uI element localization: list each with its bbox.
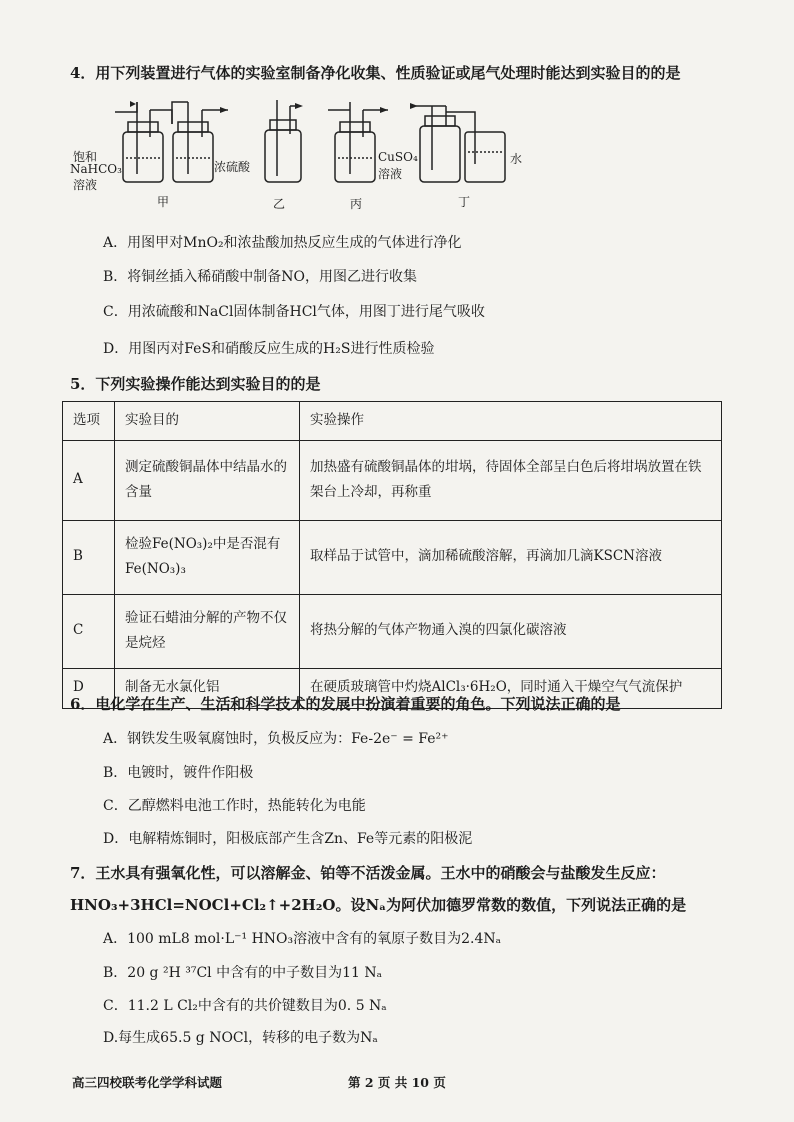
q4-option-a: A．用图甲对MnO₂和浓盐酸加热反应生成的气体进行净化 <box>103 235 462 251</box>
q7-option-b: B．20 g ²H ³⁷Cl 中含有的中子数目为11 Nₐ <box>103 965 383 981</box>
row-option: B <box>63 520 115 594</box>
apparatus-name-bing: 丙 <box>350 197 363 211</box>
apparatus-name-jia: 甲 <box>157 195 170 209</box>
ding-label: 水 <box>510 152 523 166</box>
jia-bottle-1 <box>115 102 172 182</box>
table-header-row <box>63 402 722 441</box>
row-operation: 将热分解的气体产物通入溴的四氯化碳溶液 <box>300 594 722 668</box>
jia-right-label: 浓硫酸 <box>214 160 251 174</box>
q7-option-a: A．100 mL8 mol·L⁻¹ HNO₃溶液中含有的氧原子数目为2.4Nₐ <box>103 931 502 947</box>
jia-left-label-1: 饱和 <box>73 150 98 164</box>
jia-left-label-3: 溶液 <box>73 178 98 192</box>
row-option: A <box>63 440 115 520</box>
footer-exam-title: 高三四校联考化学学科试题 <box>72 1075 223 1090</box>
q5-stem: 5．下列实验操作能达到实验目的的是 <box>70 375 321 393</box>
yi-bottle <box>265 100 301 182</box>
table-row <box>63 594 722 668</box>
row-operation: 加热盛有硫酸铜晶体的坩埚，待固体全部呈白色后将坩埚放置在铁架台上冷却，再称重 <box>300 440 722 520</box>
q6-option-d: D．电解精炼铜时，阳极底部产生含Zn、Fe等元素的阳极泥 <box>103 831 473 847</box>
table-row <box>63 440 722 520</box>
header-option: 选项 <box>63 402 115 441</box>
row-option: D <box>63 668 115 708</box>
footer-page-number: 第 2 页 共 10 页 <box>348 1075 446 1090</box>
q4-option-b: B．将铜丝插入稀硝酸中制备NO，用图乙进行收集 <box>103 269 418 285</box>
q7-stem: 7．王水具有强氧化性，可以溶解金、铂等不活泼金属。王水中的硝酸会与盐酸发生反应： <box>70 864 666 882</box>
q7-option-c: C．11.2 L Cl₂中含有的共价键数目为0. 5 Nₐ <box>103 998 387 1014</box>
row-goal: 验证石蜡油分解的产物不仅是烷烃 <box>115 594 300 668</box>
q6-stem: 6．电化学在生产、生活和科学技术的发展中扮演着重要的角色。下列说法正确的是 <box>70 695 621 713</box>
apparatus-name-ding: 丁 <box>458 195 471 209</box>
bing-label-1: CuSO₄ <box>378 150 418 164</box>
q4-stem: 4．用下列装置进行气体的实验室制备净化收集、性质验证或尾气处理时能达到实验目的的是 <box>70 64 681 82</box>
q6-option-b: B．电镀时，镀件作阳极 <box>103 765 254 781</box>
jia-left-label-2: NaHCO₃ <box>70 162 122 176</box>
header-operation: 实验操作 <box>300 402 722 441</box>
header-goal: 实验目的 <box>115 402 300 441</box>
q4-option-c: C．用浓硫酸和NaCl固体制备HCl气体，用图丁进行尾气吸收 <box>103 304 485 320</box>
row-goal: 检验Fe(NO₃)₂中是否混有Fe(NO₃)₃ <box>115 520 300 594</box>
q5-table <box>62 401 722 709</box>
row-operation: 取样品于试管中，滴加稀硫酸溶解，再滴加几滴KSCN溶液 <box>300 520 722 594</box>
row-goal: 测定硫酸铜晶体中结晶水的含量 <box>115 440 300 520</box>
row-option: C <box>63 594 115 668</box>
table-row <box>63 520 722 594</box>
row-operation: 在硬质玻璃管中灼烧AlCl₃·6H₂O，同时通入干燥空气气流保护 <box>300 668 722 708</box>
row-goal: 制备无水氯化铝 <box>115 668 300 708</box>
apparatus-name-yi: 乙 <box>273 197 286 211</box>
q6-option-c: C．乙醇燃料电池工作时，热能转化为电能 <box>103 798 366 814</box>
q4-option-d: D．用图丙对FeS和硝酸反应生成的H₂S进行性质检验 <box>103 341 435 357</box>
bing-label-2: 溶液 <box>378 167 403 181</box>
q7-option-d: D.每生成65.5 g NOCl，转移的电子数为Nₐ <box>103 1030 378 1046</box>
ding-setup <box>416 106 505 182</box>
q7-stem-equation: HNO₃+3HCl=NOCl+Cl₂↑+2H₂O。设Nₐ为阿伏加德罗常数的数值，下列说法正确的是 <box>70 896 687 914</box>
q4-apparatus-figure <box>70 92 550 218</box>
q6-option-a: A．钢铁发生吸氧腐蚀时，负极反应为：Fe-2e⁻ = Fe²⁺ <box>103 731 449 747</box>
